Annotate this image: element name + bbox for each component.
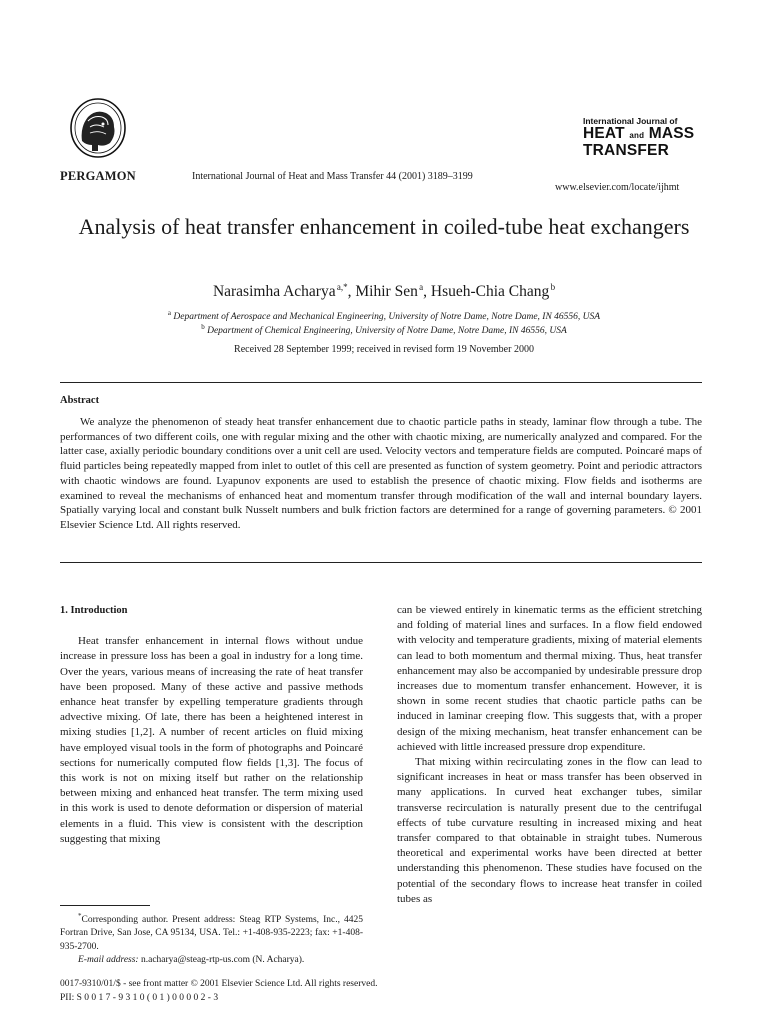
journal-url[interactable]: www.elsevier.com/locate/ijhmt (555, 182, 680, 193)
journal-logo-line1: International Journal of (583, 116, 678, 126)
body-paragraph: can be viewed entirely in kinematic terms as the efficient stretching and folding of material lines and surfaces. In a flow field endowed with velocity and temperature gradients, mixing of material elements can lead to both momentum and thermal mixing. Thus, heat transfer enhancement may also be accompanied by undesirable pressure drop increases due to momentum transfer enhancement. However, it is shown in some recent studies that chaotic particle paths can be induced in laminar creeping flow. This suggests that, with a proper design of the mixing mechanism, heat transfer enhancement can be achieved with little increased pressure drop expenditure. (397, 604, 702, 753)
paper-title: Analysis of heat transfer enhancement in coiled-tube heat exchangers (78, 214, 690, 239)
author-name: Mihir Sen (355, 283, 418, 301)
author-name: Narasimha Acharya (212, 283, 336, 301)
footnote-text: *Corresponding author. Present address: Steag RTP Systems, Inc., 4425 Fortran Drive, San Jose, CA 95134, USA. Tel.: +1-408-935-2223; fax: +1-408-935-2700. (60, 912, 363, 952)
body-paragraph: That mixing within recirculating zones in the flow can lead to significant increases in heat or mass transfer has been observed in many applications. In curved heat exchanger tubes, similar transverse recirculation is naturally present due to the centrifugal effects of tube curvature resulting in increased mixing and heat transfer compared to that obtainable in straight tubes. Numerous theoretical and experimental works have been directed at better understanding this phenomenon. These studies have focused on the potential of the secondary flows to increase heat transfer in coiled tubes as (397, 756, 702, 905)
abstract-heading: Abstract (60, 395, 100, 406)
divider (60, 562, 702, 563)
affiliation-b: $^b$ Department of Chemical Engineering, University of Notre Dame, Notre Dame, IN 46556, USA (201, 323, 567, 337)
footnote-divider (60, 905, 150, 906)
journal-logo (583, 116, 694, 158)
copyright-info (60, 977, 377, 1005)
journal-logo-line3: TRANSFER (583, 142, 669, 159)
section-heading: 1. Introduction (60, 605, 128, 616)
author-list: Narasimha Acharya $^{a,*}$, Mihir Sen $^a$, Hsueh-Chia Chang $^b$ (212, 282, 556, 301)
left-column (60, 603, 363, 847)
author-name: Hsueh-Chia Chang (430, 283, 550, 301)
affiliation-a: $^a$ Department of Aerospace and Mechanical Engineering, University of Notre Dame, Notre Dame, IN 46556, USA (167, 309, 601, 323)
journal-logo-line2: HEAT and MASS (583, 125, 695, 142)
publisher-name: PERGAMON (60, 169, 136, 183)
email-link[interactable]: n.acharya@steag-rtp-us.com (N. Acharya). (140, 955, 305, 966)
publisher-logo (68, 97, 128, 163)
footnote-email: E-mail address: n.acharya@steag-rtp-us.com (N. Acharya). (78, 955, 305, 966)
pii-line: PII: S 0 0 1 7 - 9 3 1 0 ( 0 1 ) 0 0 0 0 2 - 3 (60, 993, 219, 1003)
issn-line: 0017-9310/01/$ - see front matter © 2001 Elsevier Science Ltd. All rights reserved. (60, 979, 378, 989)
received-dates: Received 28 September 1999; received in revised form 19 November 2000 (234, 344, 534, 355)
abstract-text: We analyze the phenomenon of steady heat transfer enhancement due to chaotic particle paths in steady, laminar flow through a tube. The performances of two different coils, one with regular mixing and the other with chaotic mixing, are numerically analyzed and compared. For the latter case, axially periodic boundary conditions over a unit cell are used. Velocity vectors and temperature fields are computed. Poincaré maps of fluid particles being repeatedly mapped from inlet to outlet of this cell are presented as function of system geometry. Point and periodic attractors with chaotic windows are found. Lyapunov exponents are used to establish the presence of chaotic mixing. Flow fields and isotherms are examined to reveal the mechanisms of enhanced heat and momentum transfer through modification of the wall and internal boundary layers. Spatially varying local and constant bulk Nusselt numbers and bulk friction factors are determined for a range of governing parameters. © 2001 Elsevier Science Ltd. All rights reserved. (60, 416, 702, 531)
journal-citation: International Journal of Heat and Mass Transfer 44 (2001) 3189–3199 (192, 171, 473, 182)
body-paragraph: Heat transfer enhancement in internal flows without undue increase in pressure loss has been a goal in industry for a long time. Over the years, various means of increasing the rate of heat transfer have been proposed. Many of these active and passive methods enhance heat transfer by expelling temperature gradients through advective mixing. Of late, there has been a heightened interest in mixing studies [1,2]. A number of recent articles on fluid mixing have employed visual tools in the form of photographs and Poincaré sections for numerically computed flow fields [1,3]. The focus of this work is not on mixing itself but rather on the relationship between mixing and enhanced heat transfer. The term mixing used in this work is used to denote deformation or dispersion of material elements in a fluid. This view is consistent with the description suggesting that mixing (60, 635, 363, 845)
divider (60, 382, 702, 383)
right-column (397, 603, 702, 907)
footnote (60, 910, 363, 967)
